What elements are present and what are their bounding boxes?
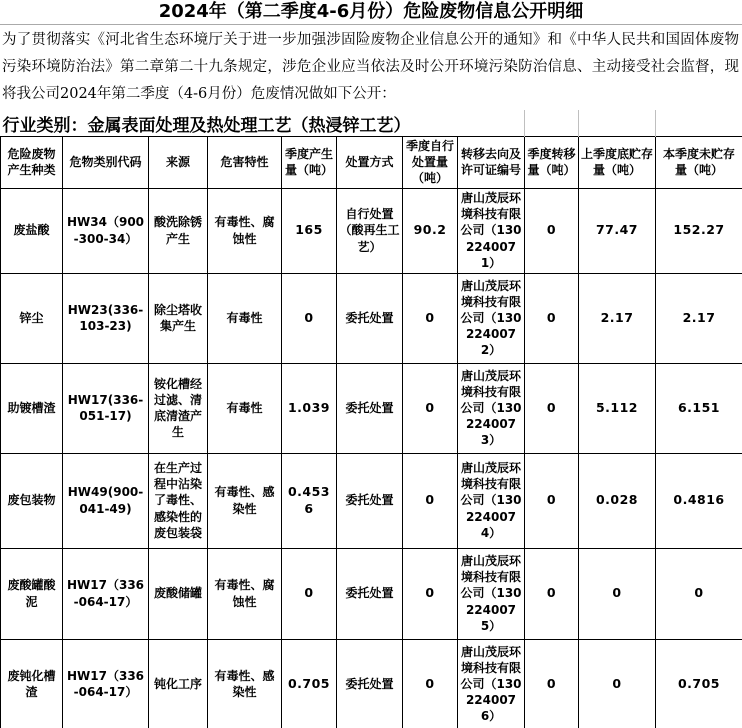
column-header: 处置方式 [337,137,403,189]
column-header: 季度转移量（吨） [525,137,579,189]
table-cell-unstored: 0 [656,548,742,639]
intro-paragraph: 为了贯彻落实《河北省生态环境厅关于进一步加强涉固险废物企业信息公开的通知》和《中华人民共和国固体废物污染环境防治法》第二章第二十九条规定，涉危企业应当依法及时公开环境污染防治信息、主动接受社会监督，现将我公司2024年第二季度（4-6月份）危废情况做如下公开： [2,32,739,102]
column-header: 季度产生量（吨） [282,137,337,189]
table-cell-unstored: 0.4816 [656,453,742,548]
table-cell-disposal-method: 自行处置（酸再生工艺） [337,188,403,273]
table-cell-prev-stored: 2.17 [579,273,656,363]
table-cell-hazard: 有毒性 [208,363,282,453]
table-cell-quarter-produced: 0.4536 [282,453,337,548]
table-cell-hazard: 有毒性、感染性 [208,453,282,548]
table-cell-transferred: 0 [525,639,579,728]
table-cell-self-disposed: 0 [403,639,458,728]
table-cell-source: 除尘塔收集产生 [149,273,208,363]
table-cell-source: 铵化槽经过滤、清底清渣产生 [149,363,208,453]
table-cell-unstored: 2.17 [656,273,742,363]
table-cell-waste-code: HW23(336-103-23) [63,273,149,363]
empty-cell [525,110,579,137]
table-row [1,639,742,728]
table-cell-hazard: 有毒性、腐蚀性 [208,188,282,273]
table-cell-waste-type: 助镀槽渣 [1,363,63,453]
table-cell-transfer-destination: 唐山茂辰环境科技有限公司（1302240076） [458,639,525,728]
column-header: 危物类别代码 [63,137,149,189]
column-header: 危险废物产生种类 [1,137,63,189]
table-cell-transferred: 0 [525,548,579,639]
column-header: 季度自行处置量（吨） [403,137,458,189]
table-cell-self-disposed: 0 [403,548,458,639]
table-cell-quarter-produced: 0 [282,273,337,363]
table-cell-unstored: 152.27 [656,188,742,273]
table-cell-transferred: 0 [525,363,579,453]
table-cell-prev-stored: 5.112 [579,363,656,453]
table-cell-self-disposed: 0 [403,453,458,548]
empty-cell [579,110,656,137]
table-cell-transfer-destination: 唐山茂辰环境科技有限公司（1302240071） [458,188,525,273]
table-cell-transfer-destination: 唐山茂辰环境科技有限公司（1302240073） [458,363,525,453]
table-cell-hazard: 有毒性、腐蚀性 [208,548,282,639]
table-row [1,363,742,453]
table-cell-waste-type: 废包装物 [1,453,63,548]
hazardous-waste-table [0,110,742,728]
table-cell-prev-stored: 0 [579,639,656,728]
table-cell-quarter-produced: 165 [282,188,337,273]
column-header: 来源 [149,137,208,189]
table-cell-disposal-method: 委托处置 [337,548,403,639]
empty-cell [656,110,742,137]
table-cell-source: 废酸储罐 [149,548,208,639]
table-cell-transferred: 0 [525,188,579,273]
table-cell-disposal-method: 委托处置 [337,453,403,548]
industry-category-row [1,110,742,137]
table-cell-waste-type: 废钝化槽渣 [1,639,63,728]
table-row [1,548,742,639]
table-header-row [1,137,742,189]
table-cell-disposal-method: 委托处置 [337,273,403,363]
table-cell-self-disposed: 90.2 [403,188,458,273]
table-cell-waste-code: HW17(336-051-17) [63,363,149,453]
table-cell-waste-code: HW49(900-041-49) [63,453,149,548]
table-cell-hazard: 有毒性 [208,273,282,363]
table-cell-self-disposed: 0 [403,363,458,453]
table-cell-quarter-produced: 0 [282,548,337,639]
column-header: 上季度底贮存量（吨） [579,137,656,189]
table-cell-waste-code: HW34（900-300-34） [63,188,149,273]
table-cell-transfer-destination: 唐山茂辰环境科技有限公司（1302240075） [458,548,525,639]
table-row [1,273,742,363]
table-cell-waste-code: HW17（336-064-17） [63,548,149,639]
column-header: 本季度未贮存量（吨） [656,137,742,189]
table-cell-hazard: 有毒性、感染性 [208,639,282,728]
table-row [1,453,742,548]
table-cell-unstored: 0.705 [656,639,742,728]
table-cell-disposal-method: 委托处置 [337,363,403,453]
page-title: 2024年（第二季度4-6月份）危险废物信息公开明细 [0,0,742,25]
table-cell-self-disposed: 0 [403,273,458,363]
table-cell-waste-code: HW17（336-064-17） [63,639,149,728]
table-cell-prev-stored: 0 [579,548,656,639]
table-cell-waste-type: 锌尘 [1,273,63,363]
table-cell-quarter-produced: 1.039 [282,363,337,453]
table-row [1,188,742,273]
column-header: 转移去向及许可证编号 [458,137,525,189]
table-cell-transferred: 0 [525,453,579,548]
table-cell-transfer-destination: 唐山茂辰环境科技有限公司（1302240074） [458,453,525,548]
table-cell-transfer-destination: 唐山茂辰环境科技有限公司（1302240072） [458,273,525,363]
table-cell-prev-stored: 0.028 [579,453,656,548]
table-cell-source: 酸洗除锈产生 [149,188,208,273]
table-cell-source: 在生产过程中沾染了毒性、感染性的废包装袋 [149,453,208,548]
table-cell-prev-stored: 77.47 [579,188,656,273]
table-cell-unstored: 6.151 [656,363,742,453]
table-cell-transferred: 0 [525,273,579,363]
table-cell-waste-type: 废盐酸 [1,188,63,273]
table-cell-disposal-method: 委托处置 [337,639,403,728]
table-cell-quarter-produced: 0.705 [282,639,337,728]
table-cell-waste-type: 废酸罐酸泥 [1,548,63,639]
column-header: 危害特性 [208,137,282,189]
table-cell-source: 钝化工序 [149,639,208,728]
industry-category-label: 行业类别：金属表面处理及热处理工艺（热浸锌工艺） [2,115,411,136]
